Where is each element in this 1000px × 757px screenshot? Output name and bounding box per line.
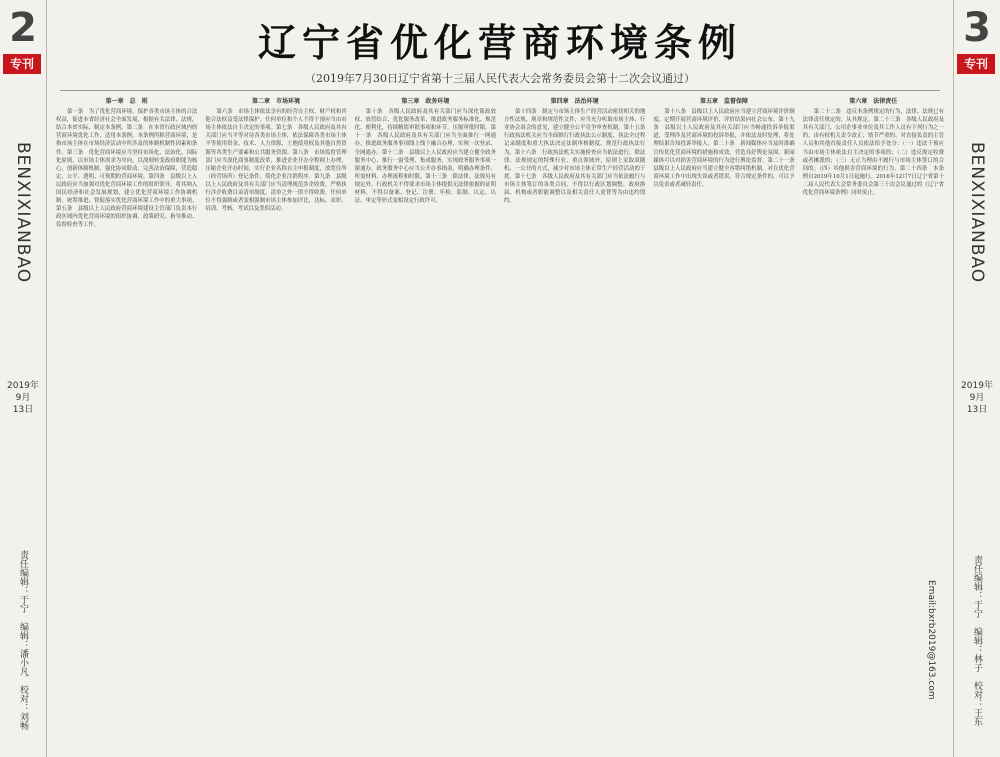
article-column (56, 96, 197, 746)
left-page-edge (0, 0, 47, 757)
chapter-heading: 第三章 政务环境 (401, 98, 450, 105)
issue-date-right: 2019年 9月 13日 (961, 381, 993, 415)
masthead-pinyin-right: BENXIXIANBAO (967, 142, 987, 284)
article-columns (56, 96, 944, 746)
section-tag-left: 专刊 (3, 54, 41, 74)
chapter-heading: 第六章 法律责任 (849, 98, 898, 105)
chapter-heading: 第五章 监督保障 (699, 98, 748, 105)
article-column (503, 96, 651, 746)
page-number-left: 2 (9, 5, 37, 51)
column-text: 第十条 各级人民政府及其有关部门应当深化简政放权、放管结合、优化服务改革，推进政务服务标准化、规范化、便利化，持续精简审批事项和环节，压缩审批时限。第十一条 各级人民政府及其有关部门应当全面推行一网通办，推进政务服务事项线上线下融合办理，实现一次登录、全网通办。第十二条 县级以上人民政府应当建立健全政务服务中心，推行一窗受理、集成服务，实现政务服务事项一窗通办。政务服务中心应当公开办事指南，明确办理条件、所需材料、办理流程和时限。第十三条 除法律、法规另有规定外，行政机关不得要求市场主体提供无法律依据的证明材料，不得以备案、登记、注册、年检、监制、认定、认证、审定等形式变相设定行政许可。 (354, 109, 496, 205)
chapter-heading: 第四章 法治环境 (550, 98, 599, 105)
right-page-edge (926, 0, 1000, 757)
page-title: 辽宁省优化营商环境条例 (257, 21, 742, 65)
section-tag-right: 专刊 (957, 54, 995, 74)
column-text: 第十八条 县级以上人民政府应当建立营商环境评价制度，定期开展营商环境评价，评价结果向社会公布。第十九条 县级以上人民政府及其有关部门应当畅通投诉举报渠道，受理涉及营商环境的投诉举报，并依法及时处理，将处理结果告知投诉举报人。第二十条 新闻媒体应当及时准确宣传优化营商环境的措施和成效，营造良好舆论氛围。新闻媒体可以对损害营商环境的行为进行舆论监督。第二十一条 县级以上人民政府应当建立健全容错纠错机制，对在优化营商环境工作中出现失误或者错误，符合规定条件的，可以予以免责或者减轻责任。 (653, 109, 801, 188)
title-divider (60, 90, 940, 91)
column-text: 第六条 市场主体依法享有的经营自主权、财产权和其他合法权益受法律保护。任何单位和个人不得干预应当由市场主体依法自主决定的事项。第七条 各级人民政府及其有关部门应当平等对待各类市场主体，依法保障各类市场主体平等使用资金、技术、人力资源、土地使用权及其他自然资源等各类生产要素和公共服务资源。第八条 市场监督管理部门应当深化商事制度改革，推进企业开办全程网上办理，压缩企业开办时间，实行企业名称自主申报制度，放宽住所（经营场所）登记条件，简化企业注销程序。第九条 县级以上人民政府及其有关部门应当清理规范涉企收费，严格执行涉企收费目录清单制度，清单之外一律不得收费。任何单位不得强制或者变相强制市场主体参加评比、达标、表彰、培训、考核、考试以及类似活动。 (205, 109, 347, 213)
article-column (803, 96, 944, 746)
article-column (205, 96, 346, 746)
column-text: 第二十二条 违反本条例规定的行为，法律、法规已有法律责任规定的，从其规定。第二十三条 各级人民政府及其有关部门、公用企事业单位及其工作人员有下列行为之一的，由有权机关责令改正；情节严重的，对直接负责的主管人员和其他直接责任人员依法给予处分：（一）违法干预应当由市场主体依法自主决定的事项的；（二）违反规定收费或者摊派的；（三）无正当理由不履行与市场主体签订的合同的；（四）其他损害营商环境的行为。第二十四条 本条例自2019年10月1日起施行。2016年12月7日辽宁省第十二届人民代表大会常务委员会第三十次会议通过的《辽宁省优化营商环境条例》同时废止。 (802, 109, 944, 197)
issue-date-left: 2019年 9月 13日 (7, 381, 39, 415)
editor-credits-left: 责任编辑：于宁 编辑：潘小凡 校对：刘畅 (18, 550, 28, 730)
masthead-pinyin-left: BENXIXIANBAO (13, 142, 33, 284)
column-text: 第十四条 制定与市场主体生产经营活动密切相关的地方性法规、规章和规范性文件，应当充分听取市场主体、行业协会商会的意见，建立健全公平竞争审查机制。第十五条 行政执法机关应当全面推行行政执法公示制度、执法全过程记录制度和重大执法决定法制审核制度，规范行政执法行为。第十六条 行政执法机关实施检查应当依法进行，除法律、法规规定的特殊行业、重点领域外，原则上采取双随机、一公开的方式，减少对市场主体正常生产经营活动的干扰。第十七条 各级人民政府及其有关部门应当依法履行与市场主体签订的各类合同，不得以行政区划调整、政府换届、机构或者职能调整以及相关责任人更替等为由违约毁约。 (503, 109, 651, 205)
page-subtitle: （2019年7月30日辽宁省第十三届人民代表大会常务委员会第十二次会议通过） (305, 72, 695, 85)
editor-credits-right: 责任编辑：于宁 编辑：林子 校对：王东 Email:bxrb2019@163.com (926, 554, 982, 735)
chapter-heading: 第一章 总 则 (105, 98, 148, 105)
article-column (653, 96, 801, 746)
chapter-heading: 第二章 市场环境 (251, 98, 300, 105)
article-column (355, 96, 496, 746)
page-number-right: 3 (963, 5, 991, 51)
column-text: 第一条 为了优化营商环境，保护各类市场主体的合法权益，促进本省经济社会全面发展，根据有关法律、法规，结合本省实际，制定本条例。第二条 在本省行政区域内的营商环境优化工作，适用本条例。本条例所称营商环境，是指市场主体在市场经济活动中所涉及的体制机制性因素和条件。第三条 优化营商环境应当坚持市场化、法治化、国际化原则，以市场主体需求为导向，以深刻转变政府职能为核心，创新体制机制、强化协同联动、完善法治保障，营造稳定、公平、透明、可预期的营商环境。第四条 县级以上人民政府应当加强对优化营商环境工作的组织领导，将其纳入国民经济和社会发展规划，建立优化营商环境工作协调机制，统筹推进、督促落实优化营商环境工作中的重大事项。第五条 县级以上人民政府营商环境建设主管部门负责本行政区域内优化营商环境的组织协调、政策研究、指导推动、监督检查等工作。 (56, 109, 198, 229)
